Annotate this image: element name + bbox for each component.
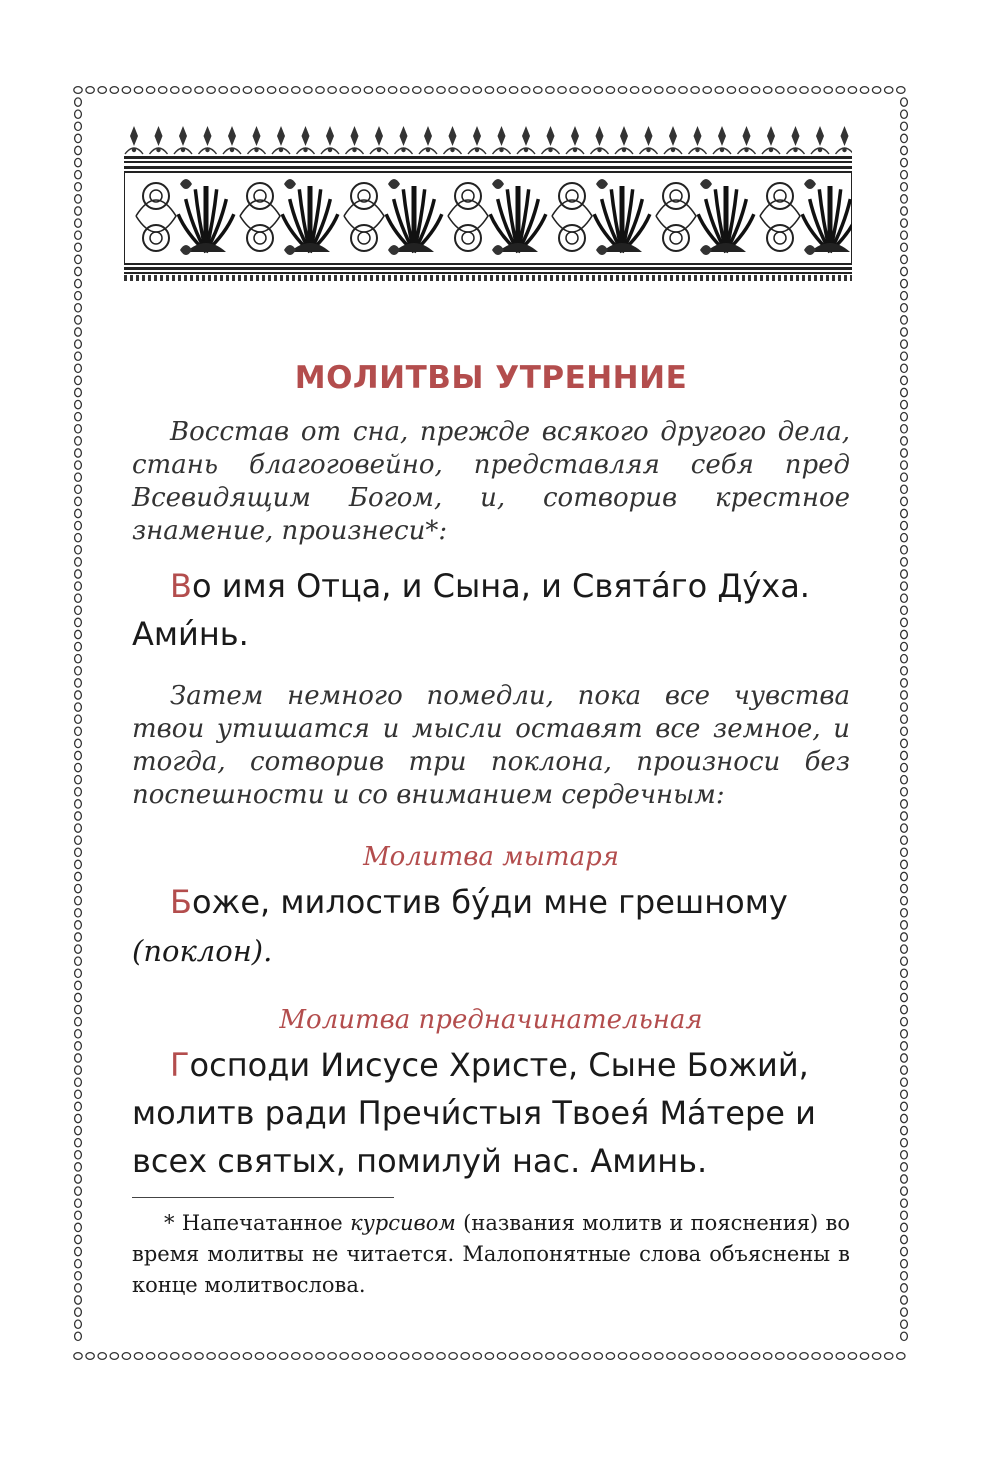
footnote-text-end: (названия молитв и пояснения) во время молитвы не читается. Малопонятные слова объяснены в конце молитвослова. xyxy=(132,1211,850,1297)
prayer-text: осподи Иисусе Христе, Сыне Божий, молитв ради Пречи́стыя Твоея́ Ма́тере и всех святых, помилуй нас. Аминь. xyxy=(132,1046,816,1180)
prayer-text: оже, милостив бу́ди мне грешному xyxy=(191,883,788,921)
prayer-text: о имя Отца, и Сына, и Свята́го Ду́ха. Ами́нь. xyxy=(132,567,810,653)
prayer-note: (поклон). xyxy=(132,934,273,968)
second-instruction: Затем немного помедли, пока все чувства твои утишатся и мысли оставят все земное, и тогда, сотворив три поклона, произноси без поспешности и со вниманием сердечным: xyxy=(132,681,850,810)
page-title: МОЛИТВЫ УТРЕННИЕ xyxy=(294,360,688,396)
footnote xyxy=(132,1208,850,1301)
drop-cap: В xyxy=(170,567,192,605)
footnote-divider xyxy=(132,1197,394,1198)
page-content xyxy=(132,360,850,1185)
footnote-italic-word: курсивом xyxy=(350,1211,456,1235)
prayer-preliminary xyxy=(132,1041,850,1185)
publican-prayer-title: Молитва мытаря xyxy=(363,842,619,872)
header-ornament xyxy=(124,124,852,282)
drop-cap: Г xyxy=(170,1046,190,1084)
drop-cap: Б xyxy=(170,883,192,921)
footnote-text-start: * Напечатанное xyxy=(164,1211,351,1235)
prayer-publican xyxy=(132,878,850,975)
intro-instruction: Восстав от сна, прежде всякого другого дела, стань благоговейно, представляя себя пред Всевидящим Богом, и, сотворив крестное знамение, произнеси*: xyxy=(132,417,850,546)
preliminary-prayer-title: Молитва предначинательная xyxy=(279,1005,703,1035)
prayer-trinity xyxy=(132,562,850,658)
